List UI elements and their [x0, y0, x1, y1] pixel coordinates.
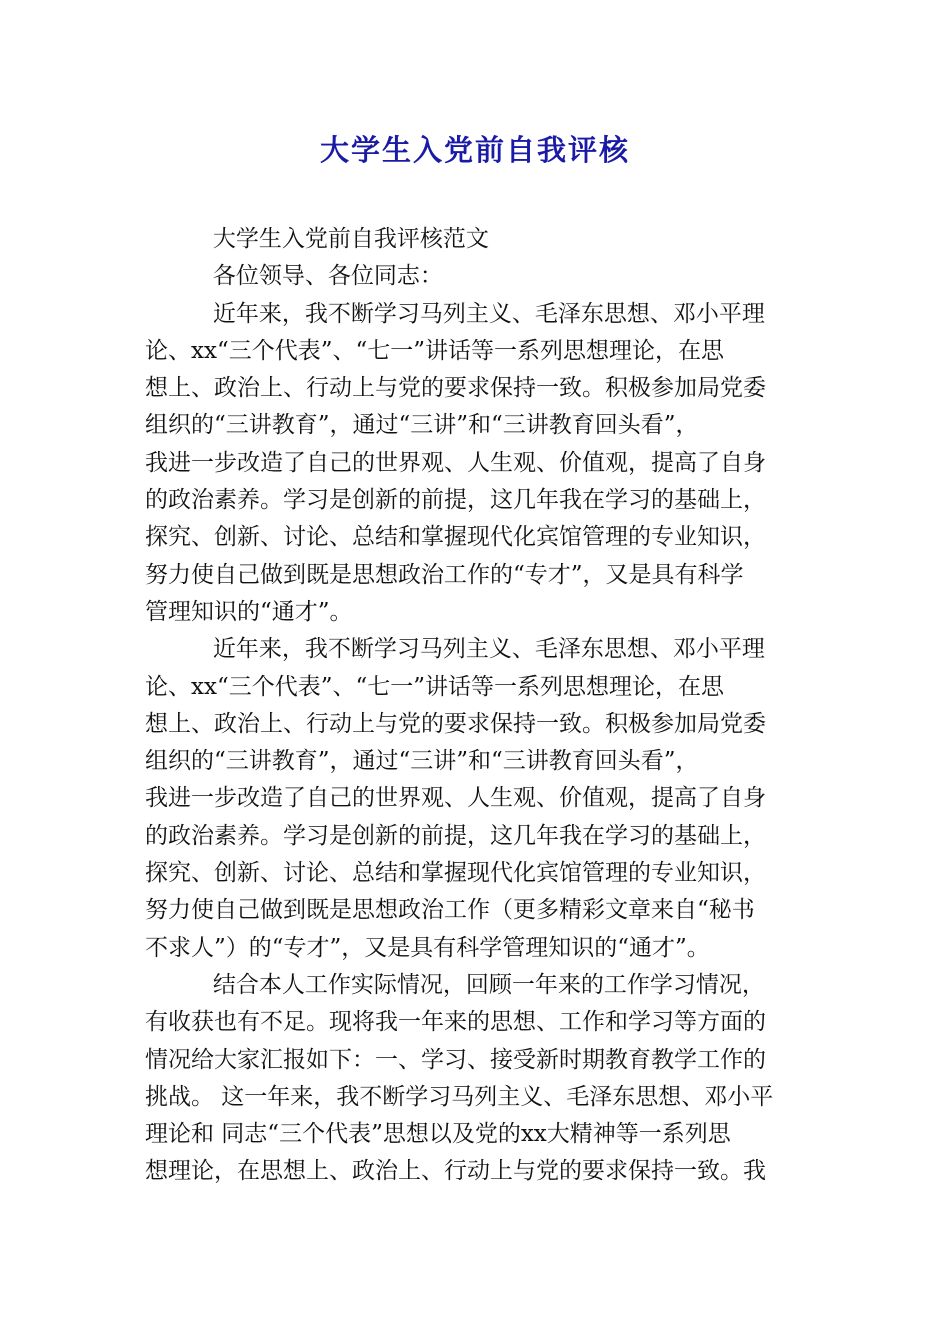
- paragraph-line: 管理知识的“通才”。: [145, 598, 353, 625]
- paragraph-line: 努力使自己做到既是思想政治工作（更多精彩文章来自“秘书: [145, 897, 755, 924]
- salutation: 各位领导、各位同志：: [212, 263, 443, 290]
- paragraph-line: 探究、创新、讨论、总结和掌握现代化宾馆管理的专业知识，: [145, 860, 766, 887]
- paragraph-line: 想上、政治上、行动上与党的要求保持一致。积极参加局党委: [145, 375, 766, 402]
- document-body: [145, 221, 805, 1191]
- paragraph-line: 努力使自己做到既是思想政治工作的“专才”，又是具有科学: [145, 561, 744, 588]
- paragraph-line: 组织的“三讲教育”，通过“三讲”和“三讲教育回头看”，: [145, 412, 699, 439]
- paragraph-line: 想上、政治上、行动上与党的要求保持一致。积极参加局党委: [145, 710, 766, 737]
- document-subtitle: 大学生入党前自我评核范文: [212, 226, 489, 252]
- paragraph-line: 挑战。 这一年来，我不断学习马列主义、毛泽东思想、邓小平: [145, 1083, 774, 1110]
- paragraph-line: 近年来，我不断学习马列主义、毛泽东思想、邓小平理: [212, 636, 765, 663]
- paragraph-line: 想理论，在思想上、政治上、行动上与党的要求保持一致。我: [145, 1158, 766, 1185]
- paragraph-3: [145, 967, 805, 1191]
- paragraph-line: 近年来，我不断学习马列主义、毛泽东思想、邓小平理: [212, 300, 765, 327]
- document-title: 大学生入党前自我评核: [319, 133, 630, 167]
- paragraph-1: [145, 296, 805, 632]
- paragraph-line: 有收获也有不足。现将我一年来的思想、工作和学习等方面的: [145, 1009, 766, 1036]
- paragraph-line: 探究、创新、讨论、总结和掌握现代化宾馆管理的专业知识，: [145, 524, 766, 551]
- paragraph-line: 论、xx“三个代表”、“七一”讲话等一系列思想理论，在思: [145, 337, 724, 364]
- paragraph-2: [145, 631, 805, 967]
- paragraph-line: 结合本人工作实际情况，回顾一年来的工作学习情况，: [212, 971, 765, 998]
- paragraph-line: 不求人”）的“专才”，又是具有科学管理知识的“通才”。: [145, 934, 710, 961]
- paragraph-line: 我进一步改造了自己的世界观、人生观、价值观，提高了自身: [145, 449, 766, 476]
- paragraph-line: 的政治素养。学习是创新的前提，这几年我在学习的基础上，: [145, 487, 766, 514]
- paragraph-line: 我进一步改造了自己的世界观、人生观、价值观，提高了自身: [145, 785, 766, 812]
- paragraph-line: 的政治素养。学习是创新的前提，这几年我在学习的基础上，: [145, 822, 766, 849]
- paragraph-line: 理论和 同志“三个代表”思想以及党的xx大精神等一系列思: [145, 1121, 731, 1148]
- paragraph-line: 情况给大家汇报如下：一、学习、接受新时期教育教学工作的: [145, 1046, 766, 1073]
- paragraph-line: 组织的“三讲教育”，通过“三讲”和“三讲教育回头看”，: [145, 748, 699, 775]
- paragraph-line: 论、xx“三个代表”、“七一”讲话等一系列思想理论，在思: [145, 673, 724, 700]
